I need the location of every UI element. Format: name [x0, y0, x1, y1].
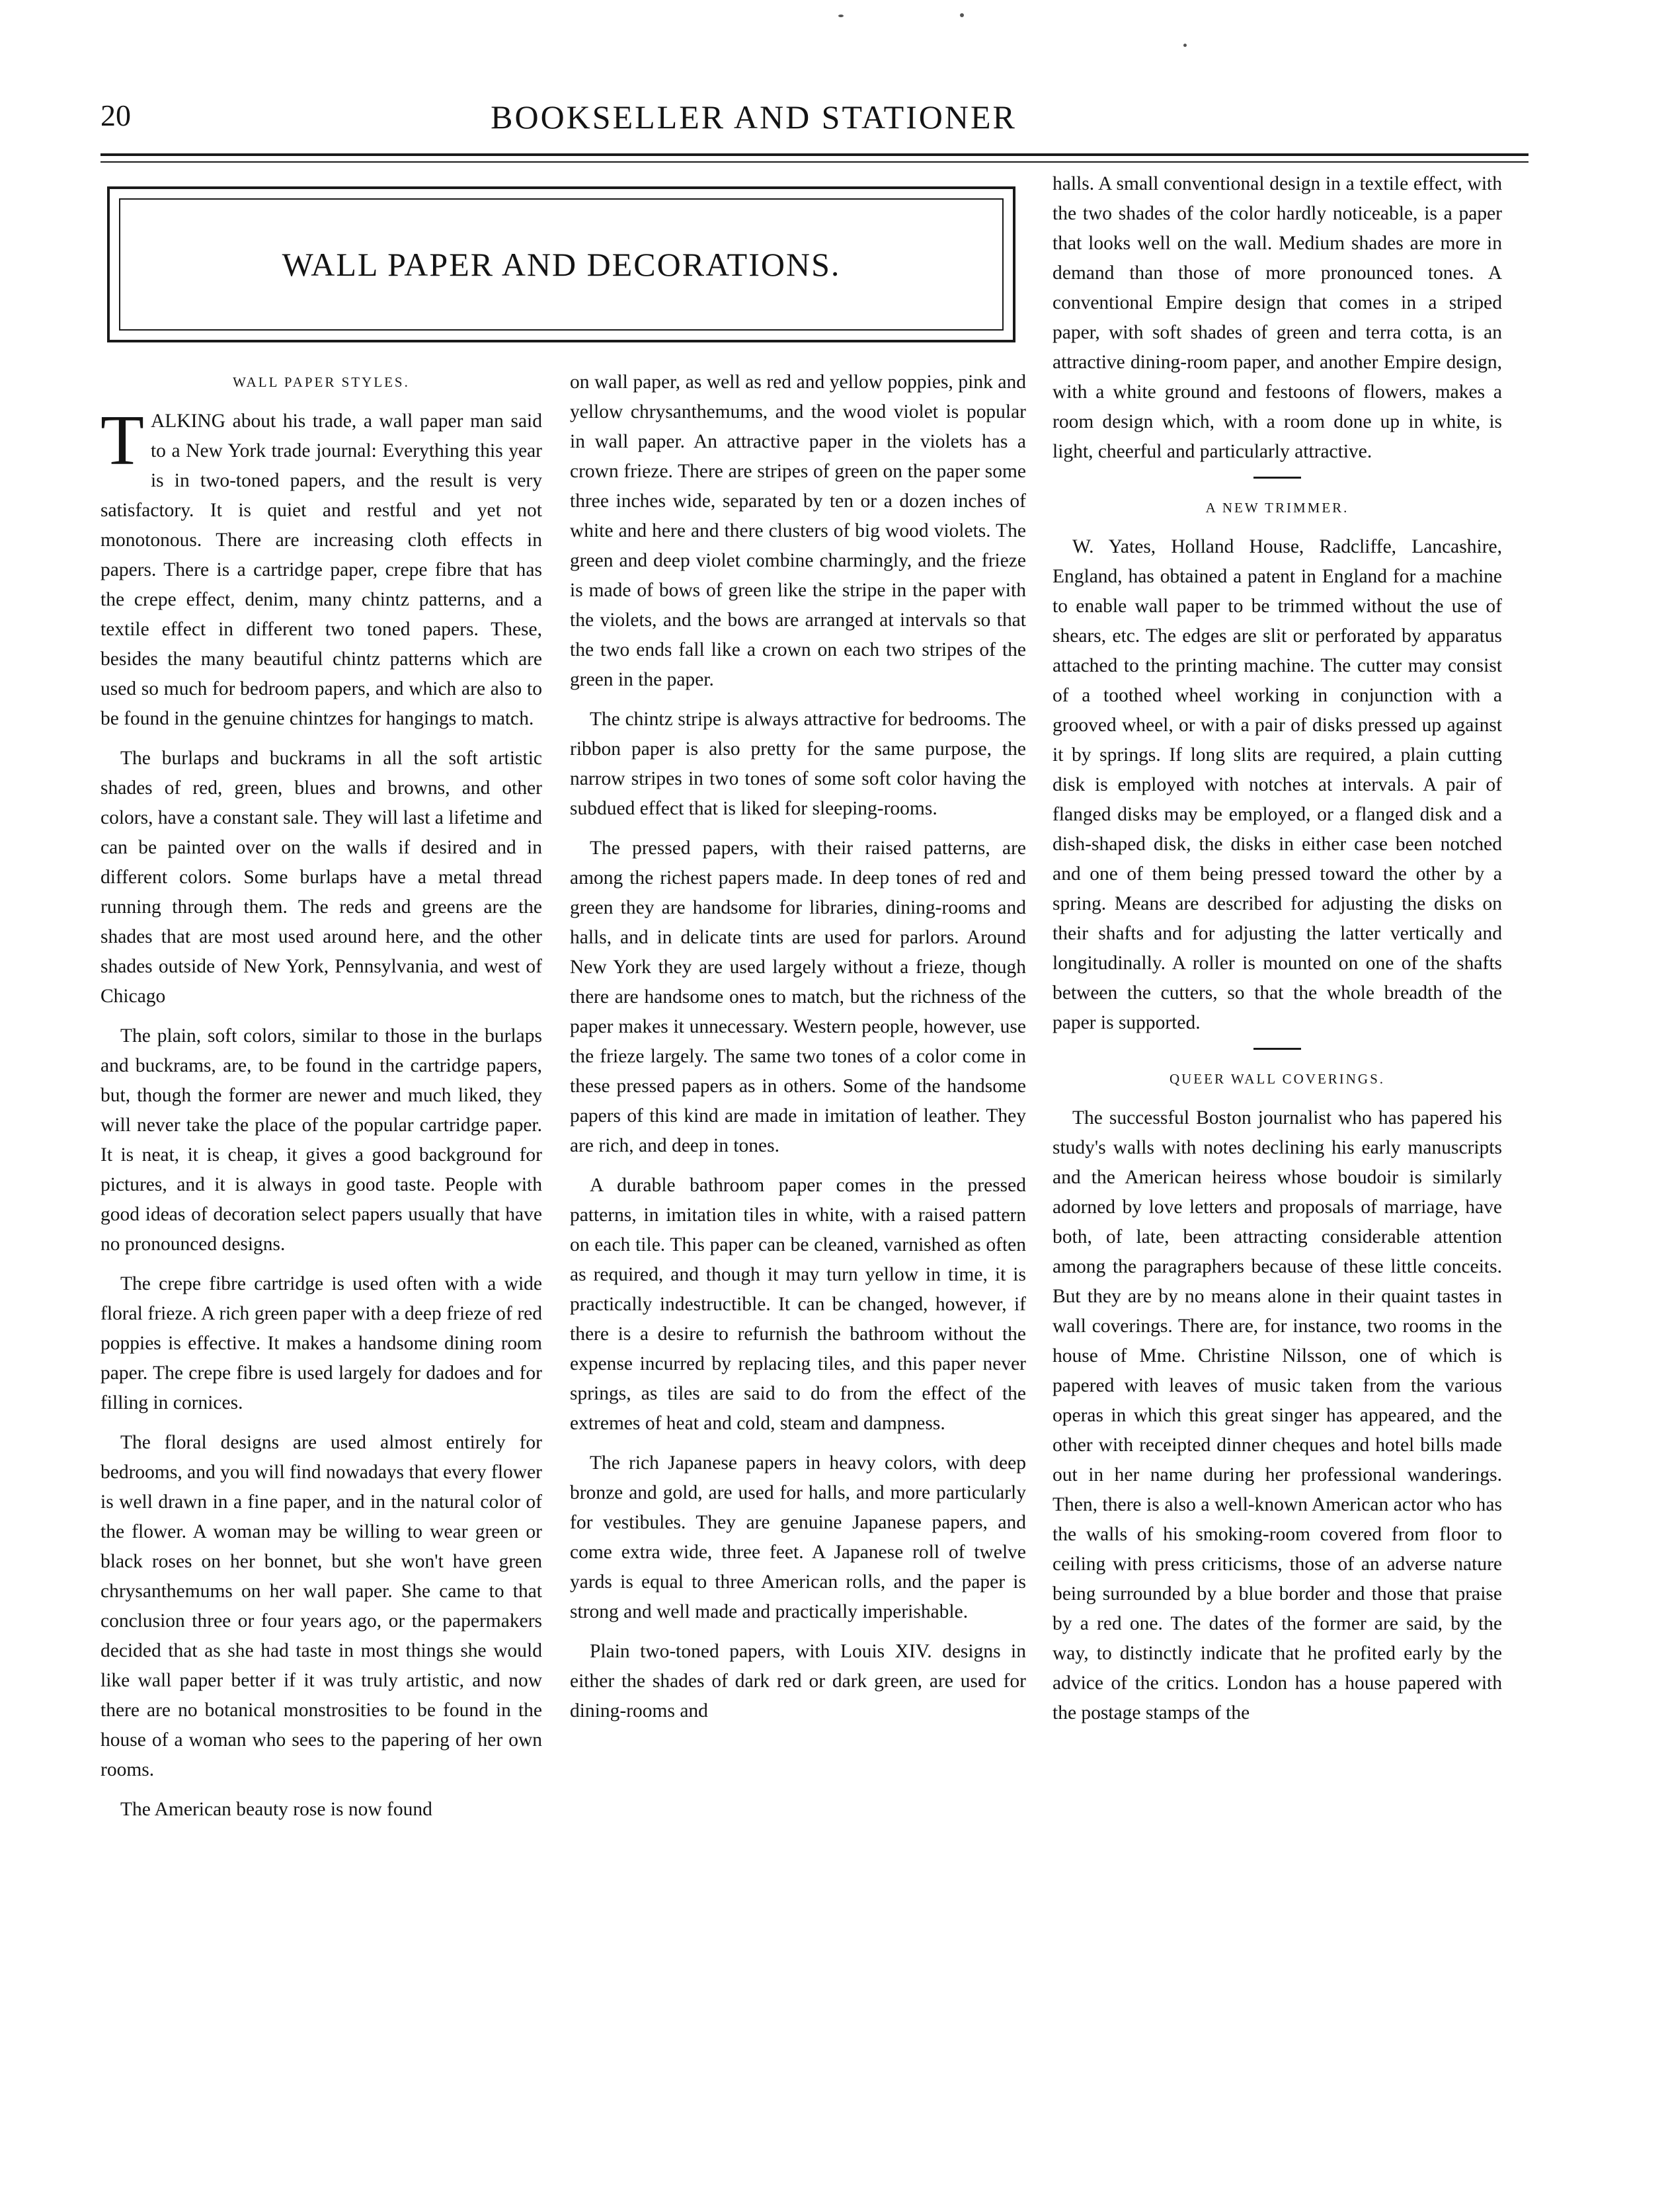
section-divider — [1253, 1048, 1301, 1050]
section-heading-queer-wall-coverings: QUEER WALL COVERINGS. — [1169, 1071, 1386, 1087]
scan-speck — [960, 13, 964, 17]
article-title-box — [107, 186, 1015, 342]
paragraph: The American beauty rose is now found — [120, 1799, 432, 1820]
paragraph: A durable bathroom paper comes in the pressed patterns, in imitation tiles in white, with a raised pattern on each tile. This paper can be cleaned, varnished as often as required, and though it may turn yellow in time, it is practically indestructible. It can be changed, however, if there is a desire to refurnish the bathroom without the expense incurred by replacing tiles, and this paper never springs, as tiles are said to do from the effect of the extremes of heat and cold, steam and dampness. — [570, 1175, 1026, 1434]
article-title: WALL PAPER AND DECORATIONS. — [282, 246, 841, 283]
column-2 — [570, 368, 1026, 1736]
paragraph: The burlaps and buckrams in all the soft artistic shades of red, green, blues and browns, and other colors, have a constant sale. They will last a lifetime and can be painted over on the walls if desired and in different colors. Some burlaps have a metal thread running through them. The reds and greens are the shades that are most used around here, and the other shades outside of New York, Pennsylvania, and west of Chicago — [100, 748, 542, 1007]
column-1 — [100, 368, 542, 1835]
paragraph: W. Yates, Holland House, Radcliffe, Lancashire, England, has obtained a patent in England for a machine to enable wall paper to be trimmed without the use of shears, etc. The edges are slit or perforated by apparatus attached to the printing machine. The cutter may consist of a toothed wheel working in conjunction with a grooved wheel, or with a pair of disks pressed up against it by springs. If long slits are required, a plain cutting disk is employed with notches at intervals. A pair of flanged disks may be employed, or a flanged disk and a dish-shaped disk, the disks in either case been notched and one of them being pressed toward the other by a spring. Means are described for adjusting the disks on their shafts and for adjusting the latter vertically and longitudinally. A roller is mounted on one of the shafts between the cutters, so that the whole breadth of the paper is supported. — [1052, 536, 1502, 1033]
publication-title: BOOKSELLER AND STATIONER — [491, 99, 1017, 136]
paragraph: The pressed papers, with their raised patterns, are among the richest papers made. In deep tones of red and green they are handsome for libraries, dining-rooms and halls, and in delicate tints are used for parlors. Around New York they are used largely without a frieze, though there are handsome ones to match, but the richness of the paper makes it unnecessary. Western people, however, use the frieze largely. The same two tones of a color come in these pressed papers as in others. Some of the handsome papers of this kind are made in imitation of leather. They are rich, and deep in tones. — [570, 838, 1026, 1156]
scan-speck — [838, 15, 844, 17]
section-heading-a-new-trimmer: A NEW TRIMMER. — [1205, 500, 1349, 516]
paragraph: The chintz stripe is always attractive for bedrooms. The ribbon paper is also pretty for the same purpose, the narrow stripes in two tones of some soft color having the subdued effect that is liked for sleeping-rooms. — [570, 709, 1026, 819]
header-rule — [100, 153, 1529, 163]
section-divider — [1253, 477, 1301, 479]
scan-speck — [1183, 44, 1187, 47]
paragraph: The crepe fibre cartridge is used often with a wide floral frieze. A rich green paper with a deep frieze of red poppies is effective. It makes a handsome dining room paper. The crepe fibre is used largely for dadoes and for filling in cornices. — [100, 1273, 542, 1413]
column-3 — [1052, 169, 1502, 1738]
paragraph: The rich Japanese papers in heavy colors, with deep bronze and gold, are used for halls, and more particularly for vestibules. They are genuine Japanese papers, and come extra wide, three feet. A Japanese roll of twelve yards is equal to three American rolls, and the paper is strong and well made and practically imperishable. — [570, 1452, 1026, 1622]
drop-cap: T — [100, 401, 144, 480]
paragraph: halls. A small conventional design in a textile effect, with the two shades of the color hardly noticeable, is a paper that looks well on the wall. Medium shades are more in demand than those of more pronounced tones. A conventional Empire design that comes in a striped paper, with soft shades of green and terra cotta, is an attractive dining-room paper, and another Empire design, with a white ground and festoons of flowers, makes a room design which, with a room done up in white, is light, cheerful and particularly attractive. — [1052, 173, 1502, 462]
page-number: 20 — [100, 99, 131, 132]
paragraph-text: ALKING about his trade, a wall paper man said to a New York trade journal: Everything this year is in two-toned papers, and the result is very satisfactory. It is quiet and restful and yet not monotonous. There are increasing cloth effects in papers. There is a cartridge paper, crepe fibre that has the crepe effect, denim, many chintz patterns, and a textile effect in different two toned papers. These, besides the many beautiful chintz patterns which are used so much for bedroom papers, and which are also to be found in the genuine chintzes for hangings to match. — [100, 411, 542, 729]
paragraph: The floral designs are used almost entirely for bedrooms, and you will find nowadays that every flower is well drawn in a fine paper, and in the natural color of the flower. A woman may be willing to wear green or black roses on her bonnet, but she won't have green chrysanthemums on her wall paper. She came to that conclusion three or four years ago, or the papermakers decided that as she had taste in most things she would like wall paper better if it was truly artistic, and now there are no botanical monstrosities to be found in the house of a woman who sees to the papering of her own rooms. — [100, 1432, 542, 1780]
paragraph: Plain two-toned papers, with Louis XIV. designs in either the shades of dark red or dark green, are used for dining-rooms and — [570, 1641, 1026, 1721]
paragraph: The plain, soft colors, similar to those in the burlaps and buckrams, are, to be found in the cartridge papers, but, though the former are newer and much liked, they will never take the place of the popular cartridge paper. It is neat, it is cheap, it gives a good background for pictures, and it is always in good taste. People with good ideas of decoration select papers usually that have no pronounced designs. — [100, 1025, 542, 1255]
section-heading-wall-paper-styles: WALL PAPER STYLES. — [233, 374, 410, 390]
paragraph — [100, 401, 542, 734]
paragraph: on wall paper, as well as red and yellow poppies, pink and yellow chrysanthemums, and the wood violet is popular in wall paper. An attractive paper in the violets has a crown frieze. There are stripes of green on the paper some three inches wide, separated by ten or a dozen inches of white and here and there clusters of big wood violets. The green and deep violet combine charmingly, and the frieze is made of bows of green like the stripe in the paper with the violets, and the bows are arranged at intervals so that the two ends fall like a crown on each two stripes of the green in the paper. — [570, 372, 1026, 690]
paragraph: The successful Boston journalist who has papered his study's walls with notes declining his early manuscripts and the American heiress whose boudoir is similarly adorned by love letters and proposals of marriage, have both, of late, been attracting considerable attention among the paragraphers because of these little conceits. But they are by no means alone in their quaint tastes in wall coverings. There are, for instance, two rooms in the house of Mme. Christine Nilsson, one of which is papered with leaves of music taken from the various operas in which this great singer has appeared, and the other with receipted dinner cheques and hotel bills made out in her name during her professional wanderings. Then, there is also a well-known American actor who has the walls of his smoking-room covered from floor to ceiling with press criticisms, those of an adverse nature being surrounded by a blue border and those that praise by a red one. The dates of the former are said, by the way, to distinctly indicate that he profited early by the advice of the critics. London has a house papered with the postage stamps of the — [1052, 1107, 1502, 1723]
article-title-inner-frame — [119, 198, 1004, 331]
